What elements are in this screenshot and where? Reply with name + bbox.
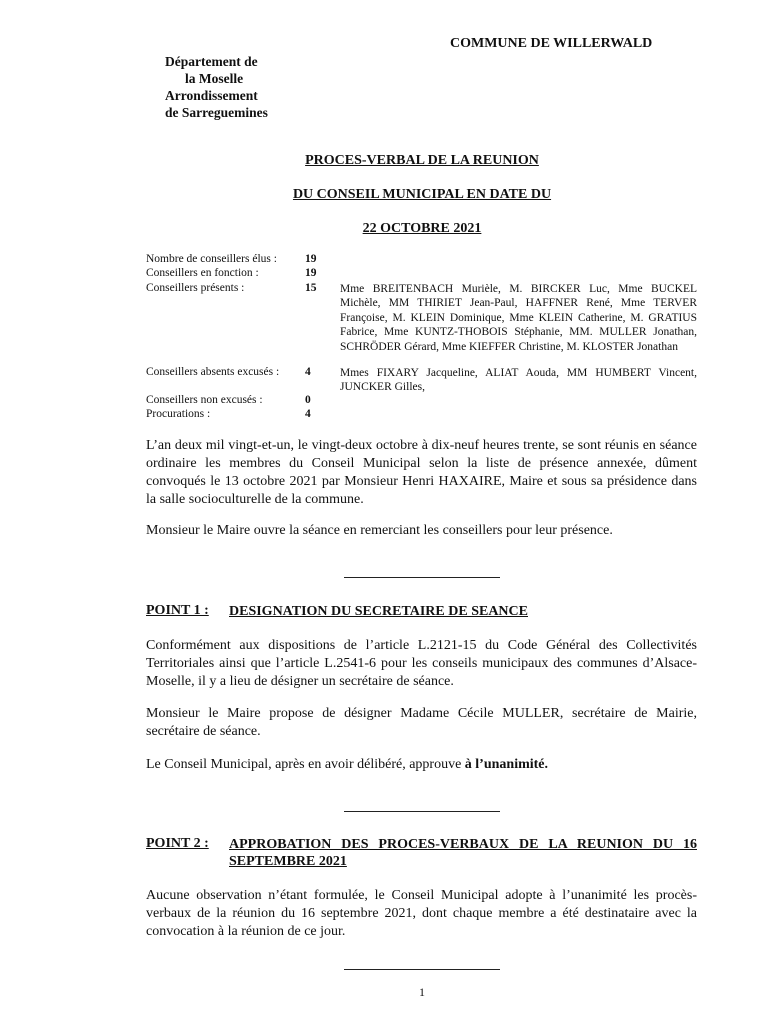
procurations-value: 4 [305,408,311,420]
dept-line: Arrondissement [165,88,258,103]
separator-rule [344,811,500,812]
non-excuses-value: 0 [305,394,311,406]
absents-names: Mmes FIXARY Jacqueline, ALIAT Aouda, MM HUMBERT Vincent, JUNCKER Gilles, [340,367,697,394]
document-title-line-1: PROCES-VERBAL DE LA REUNION [305,153,539,168]
decision-text: Le Conseil Municipal, après en avoir délibéré, approuve [146,757,465,772]
separator-rule [344,969,500,970]
dept-line: la Moselle [185,71,244,86]
procurations-label: Procurations : [146,408,211,420]
intro-paragraph: L’an deux mil vingt-et-un, le vingt-deux octobre à dix-neuf heures trente, se sont réunis en séance ordinaire les membres du Conseil Municipal selon la liste de présence annexée, dûment convoqués le 13 octobre 2021 par Monsieur Henri HAXAIRE, Maire et sous sa présidence dans la salle socioculturelle de la commune. [146,438,697,507]
presents-value: 15 [305,282,317,294]
point-1-proposal: Monsieur le Maire propose de désigner Madame Cécile MULLER, secrétaire de Mairie, secrétaire de séance. [146,706,697,739]
commune-name: COMMUNE DE WILLERWALD [450,36,653,51]
fonction-label: Conseillers en fonction : [146,267,259,279]
dept-line: Département de [165,54,258,69]
point-1-number: POINT 1 : [146,603,209,618]
presents-label: Conseillers présents : [146,282,245,294]
opening-paragraph: Monsieur le Maire ouvre la séance en remerciant les conseillers pour leur présence. [146,523,613,538]
separator-rule [344,577,500,578]
point-1-title: DESIGNATION DU SECRETAIRE DE SEANCE [229,604,528,619]
decision-result: à l’unanimité. [464,757,549,772]
dept-line: de Sarreguemines [165,105,268,120]
point-2-paragraph: Aucune observation n’étant formulée, le Conseil Municipal adopte à l’unanimité les procès-verbaux de la réunion du 16 septembre 2021, dont chaque membre a été destinataire avec la convocation à la réunion de ce jour. [146,888,697,939]
presents-names: Mme BREITENBACH Murièle, M. BIRCKER Luc, Mme BUCKEL Michèle, MM THIRIET Jean-Paul, HAFFNER René, Mme TERVER Françoise, M. KLEIN Dominique, Mme KLEIN Catherine, M. GRATIUS Fabrice, Mme KUNTZ-THOBOIS Stéphanie, MM. MULLER Jonathan, SCHRÖDER Gérard, Mme KIEFFER Christine, M. KLOSTER Jonathan [340,283,697,353]
absents-value: 4 [305,366,311,378]
absents-label: Conseillers absents excusés : [146,366,280,378]
fonction-value: 19 [305,267,317,279]
point-1-decision [146,756,697,774]
document-title-line-2: DU CONSEIL MUNICIPAL EN DATE DU [292,187,552,202]
document-date: 22 OCTOBRE 2021 [362,221,482,236]
point-2-number: POINT 2 : [146,836,209,851]
non-excuses-label: Conseillers non excusés : [146,394,263,406]
point-1-paragraph: Conformément aux dispositions de l’article L.2121-15 du Code Général des Collectivités Territoriales ainsi que l’article L.2541-6 pour les conseils municipaux des communes d’Alsace-Moselle, il y a lieu de désigner un secrétaire de séance. [146,638,697,689]
elus-value: 19 [305,253,317,265]
department-block [165,53,268,121]
elus-label: Nombre de conseillers élus : [146,253,277,265]
point-2-title: APPROBATION DES PROCES-VERBAUX DE LA REUNION DU 16 SEPTEMBRE 2021 [229,837,697,869]
page-number: 1 [419,985,425,999]
